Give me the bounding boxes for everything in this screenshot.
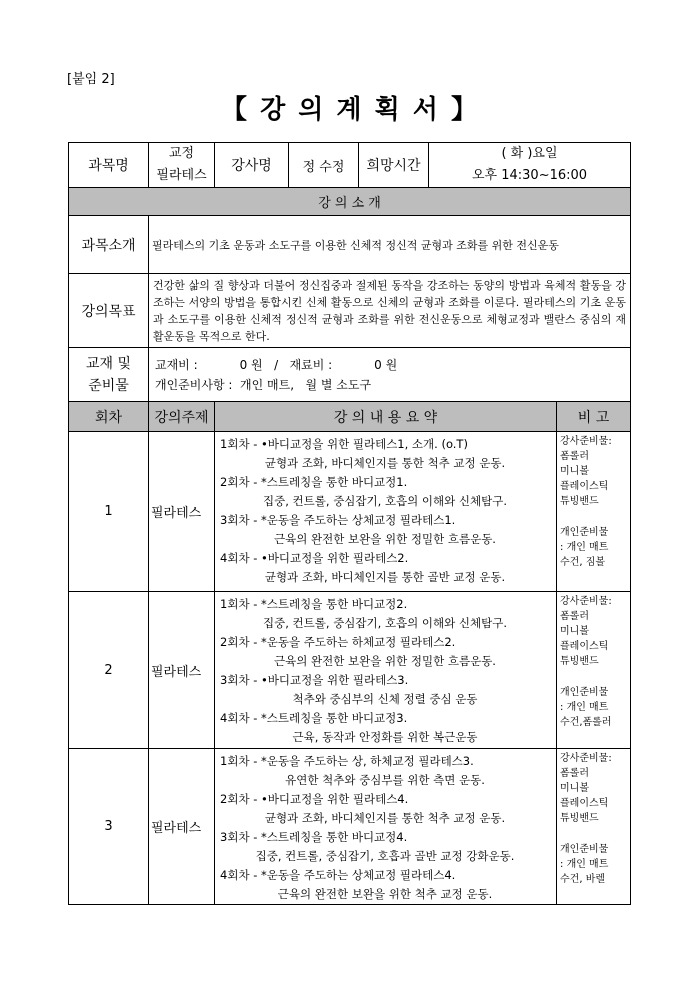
remark-line: 수건, 짐볼 [560,557,606,568]
summary-line: 2회차 - •바디교정을 위한 필라테스4. [220,792,409,806]
summary-subline: 근육의 완전한 보완을 위한 척추 교정 운동. [277,887,493,901]
intro-text: 필라테스의 기초 운동과 소도구를 이용한 신체적 정신적 균형과 조화를 위한 전신운동 [149,216,631,274]
remark-line: 강사준비물: [560,596,612,607]
remark-line: 강사준비물: [560,753,612,764]
materials-label-line-1: 교재 및 [85,355,132,372]
lecture-plan-table [68,142,631,905]
session-summary [215,749,557,905]
summary-subline: 균형과 조화, 바디체인지를 통한 골반 교정 운동. [264,570,506,584]
remark-line: 튜빙밴드 [560,813,599,824]
remark-line: 폼롤러 [560,451,589,462]
remark-line: 개인준비물 [560,844,609,855]
summary-subline: 집중, 컨트롤, 중심잡기, 호흡과 골반 교정 강화운동. [255,849,515,863]
materials-detail [149,348,631,402]
remark-line: 튜빙밴드 [560,656,599,667]
materials-cost: 교재비 : 0 원 / 재료비 : 0 원 [155,357,398,372]
summary-line: 3회차 - *운동을 주도하는 상체교정 필라테스1. [220,513,456,527]
summary-line: 4회차 - •바디교정을 위한 필라테스2. [220,551,409,565]
schedule-header-row [69,402,631,432]
session-summary [215,432,557,592]
remarks-header: 비 고 [557,402,631,432]
summary-subline: 균형과 조화, 바디체인지를 통한 척추 교정 운동. [264,456,506,470]
summary-subline: 균형과 조화, 바디체인지를 통한 척추 교정 운동. [264,811,506,825]
session-topic: 필라테스 [149,432,215,592]
session-topic: 필라테스 [149,749,215,905]
remark-line: : 개인 매트 [560,702,609,713]
remark-line: 폼롤러 [560,768,589,779]
summary-subline: 근육의 완전한 보완을 위한 정밀한 흐름운동. [274,532,496,546]
remark-line: 미니볼 [560,466,589,477]
session-remarks [557,749,631,905]
time-label: 희망시간 [359,143,429,188]
remark-line: 수건, 바렐 [560,874,606,885]
info-row [69,143,631,188]
summary-line: 2회차 - *운동을 주도하는 하체교정 필라테스2. [220,635,456,649]
session-topic: 필라테스 [149,592,215,749]
summary-line: 1회차 - *운동을 주도하는 상, 하체교정 필라테스3. [220,754,474,768]
remark-line: 미니볼 [560,783,589,794]
intro-label: 과목소개 [69,216,149,274]
session-number: 3 [69,749,149,905]
summary-subline: 근육의 완전한 보완을 위한 정밀한 흐름운동. [274,654,496,668]
session-row [69,749,631,905]
intro-row [69,216,631,274]
remark-line: 개인준비물 [560,527,609,538]
materials-label-line-2: 준비물 [88,377,129,394]
session-header: 회차 [69,402,149,432]
remark-line: 플레이스틱 [560,798,609,809]
remark-line: : 개인 매트 [560,859,609,870]
course-name [149,143,215,188]
course-name-line-1: 교정 [168,146,195,161]
remark-line: 개인준비물 [560,687,609,698]
course-name-line-2: 필라테스 [156,168,207,183]
session-number: 1 [69,432,149,592]
instructor-name: 정 수정 [289,143,359,188]
session-number: 2 [69,592,149,749]
time-value [429,143,631,188]
remark-line: 플레이스틱 [560,641,609,652]
intro-header: 강 의 소 개 [69,188,631,216]
time-hours: 오후 14:30~16:00 [471,168,588,183]
summary-subline: 근육, 동작과 안정화를 위한 복근운동 [292,730,478,744]
summary-line: 3회차 - •바디교정을 위한 필라테스3. [220,673,409,687]
session-remarks [557,592,631,749]
summary-line: 1회차 - •바디교정을 위한 필라테스1, 소개. (o.T) [220,437,468,451]
summary-line: 4회차 - *스트레칭을 통한 바디교정3. [220,711,408,725]
summary-line: 2회차 - *스트레칭을 통한 바디교정1. [220,475,408,489]
materials-personal: 개인준비사항 : 개인 매트, 월 별 소도구 [155,377,372,392]
goal-row [69,274,631,348]
summary-subline: 척추와 중심부의 신체 정렬 중심 운동 [292,692,478,706]
instructor-label: 강사명 [215,143,289,188]
goal-label: 강의목표 [69,274,149,348]
summary-subline: 집중, 컨트롤, 중심잡기, 호흡의 이해와 신체탐구. [263,494,507,508]
session-row [69,432,631,592]
materials-label [69,348,149,402]
session-remarks [557,432,631,592]
goal-text: 건강한 삶의 질 향상과 더불어 정신집중과 절제된 동작을 강조하는 동양의 방법과 육체적 활동을 강조하는 서양의 방법을 통합시킨 신체 활동으로 신체의 균형과 조화를 이룬다. 필라테스의 기초 운동과 소도구를 이용한 신체적 정신적 균형과 조화를 위한 전신운동으로 체형교정과 밸란스 중심의 재활운동을 목적으로 한다. [149,274,631,348]
materials-row [69,348,631,402]
document-title: 【 강 의 계 획 서 】 [221,95,479,125]
remark-line: : 개인 매트 [560,542,609,553]
remark-line: 플레이스틱 [560,481,609,492]
session-summary [215,592,557,749]
summary-line: 4회차 - *운동을 주도하는 상체교정 필라테스4. [220,868,456,882]
course-label: 과목명 [69,143,149,188]
time-day: ( 화 )요일 [501,146,558,161]
remark-line: 강사준비물: [560,436,612,447]
remark-line: 미니볼 [560,626,589,637]
topic-header: 강의주제 [149,402,215,432]
intro-header-row [69,188,631,216]
remark-line: 튜빙밴드 [560,496,599,507]
remark-line: 수건,폼롤러 [560,717,612,728]
summary-subline: 유연한 척추와 중심부를 위한 측면 운동. [285,773,485,787]
summary-line: 1회차 - *스트레칭을 통한 바디교정2. [220,597,408,611]
remark-line: 폼롤러 [560,611,589,622]
summary-header: 강 의 내 용 요 약 [215,402,557,432]
session-row [69,592,631,749]
summary-line: 3회차 - *스트레칭을 통한 바디교정4. [220,830,408,844]
summary-subline: 집중, 컨트롤, 중심잡기, 호흡의 이해와 신체탐구. [263,616,507,630]
attachment-label: [붙임 2] [67,72,115,87]
